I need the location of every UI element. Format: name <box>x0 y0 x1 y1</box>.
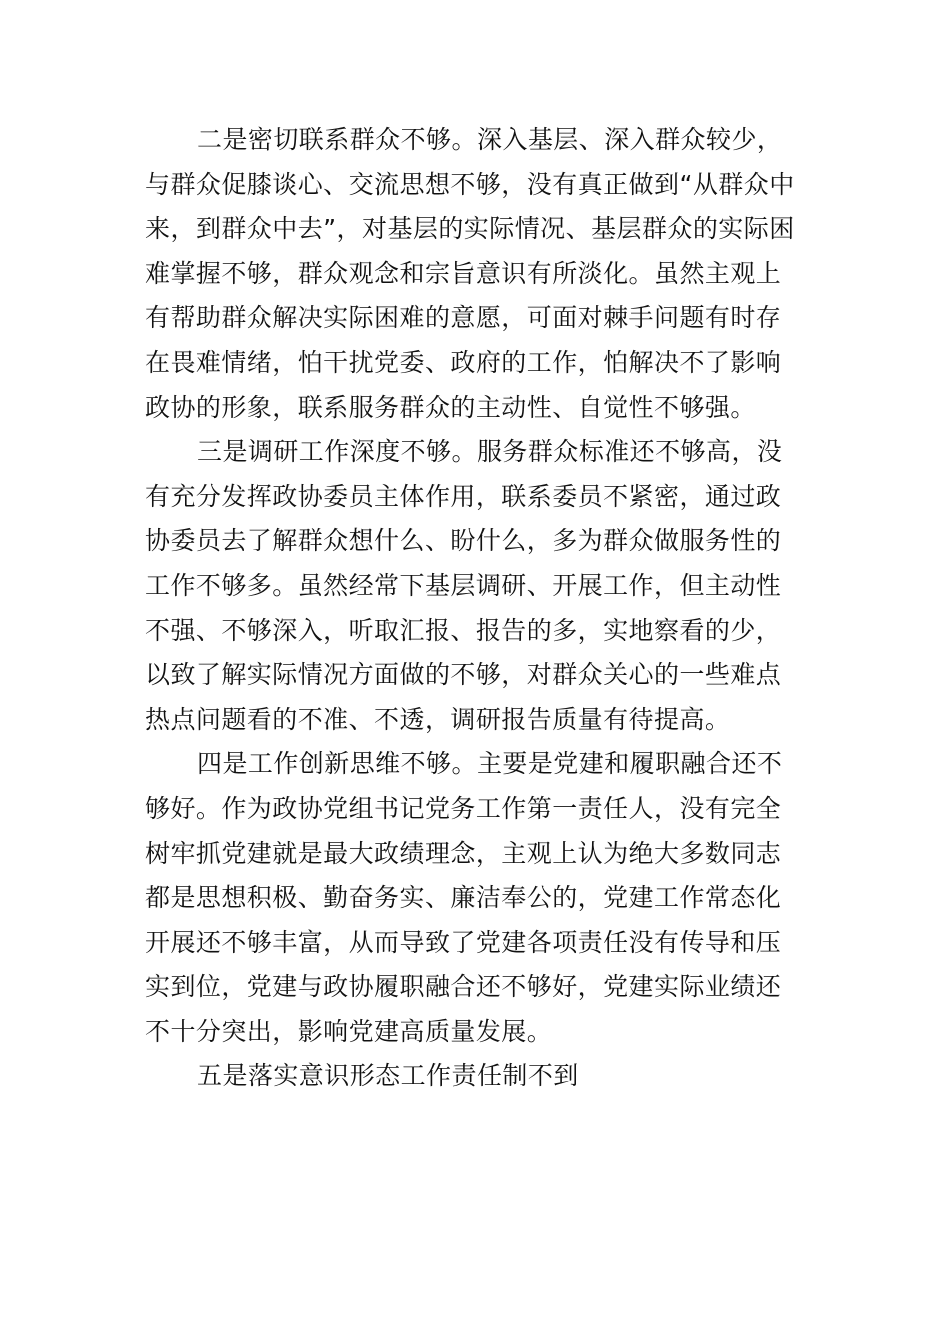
paragraph-4-line-7: 不十分突出，影响党建高质量发展。 <box>145 1016 553 1046</box>
paragraph-2-line-3: 来，到群众中去”，对基层的实际情况、基层群众的实际困 <box>145 214 795 244</box>
paragraph-4-line-4: 都是思想积极、勤奋务实、廉洁奉公的，党建工作常态化 <box>145 883 782 913</box>
paragraph-2-line-6: 在畏难情绪，怕干扰党委、政府的工作，怕解决不了影响 <box>145 347 782 377</box>
paragraph-2-line-5: 有帮助群众解决实际困难的意愿，可面对棘手问题有时存 <box>145 303 782 333</box>
paragraph-4-line-2: 够好。作为政协党组书记党务工作第一责任人，没有完全 <box>145 793 782 823</box>
paragraph-4-line-1: 四是工作创新思维不够。主要是党建和履职融合还不 <box>197 749 783 779</box>
paragraph-5-line-1: 五是落实意识形态工作责任制不到 <box>197 1061 579 1091</box>
paragraph-3-line-5: 不强、不够深入，听取汇报、报告的多，实地察看的少， <box>145 615 782 645</box>
paragraph-3-line-3: 协委员去了解群众想什么、盼什么，多为群众做服务性的 <box>145 526 782 556</box>
paragraph-4-line-6: 实到位，党建与政协履职融合还不够好，党建实际业绩还 <box>145 972 782 1002</box>
paragraph-3-line-7: 热点问题看的不准、不透，调研报告质量有待提高。 <box>145 704 731 734</box>
paragraph-4-line-5: 开展还不够丰富，从而导致了党建各项责任没有传导和压 <box>145 927 782 957</box>
paragraph-3-line-1: 三是调研工作深度不够。服务群众标准还不够高，没 <box>197 437 783 467</box>
paragraph-2-line-4: 难掌握不够，群众观念和宗旨意识有所淡化。虽然主观上 <box>145 258 782 288</box>
paragraph-3-line-2: 有充分发挥政协委员主体作用，联系委员不紧密，通过政 <box>145 481 782 511</box>
paragraph-2-line-1: 二是密切联系群众不够。深入基层、深入群众较少， <box>197 125 783 154</box>
paragraph-4-line-3: 树牢抓党建就是最大政绩理念，主观上认为绝大多数同志 <box>145 838 782 868</box>
paragraph-2-line-7: 政协的形象，联系服务群众的主动性、自觉性不够强。 <box>145 392 756 422</box>
paragraph-3-line-4: 工作不够多。虽然经常下基层调研、开展工作，但主动性 <box>145 570 782 600</box>
paragraph-2-line-2: 与群众促膝谈心、交流思想不够，没有真正做到“从群众中 <box>145 169 795 199</box>
paragraph-3-line-6: 以致了解实际情况方面做的不够，对群众关心的一些难点 <box>145 660 782 690</box>
body-text <box>145 118 825 1099</box>
